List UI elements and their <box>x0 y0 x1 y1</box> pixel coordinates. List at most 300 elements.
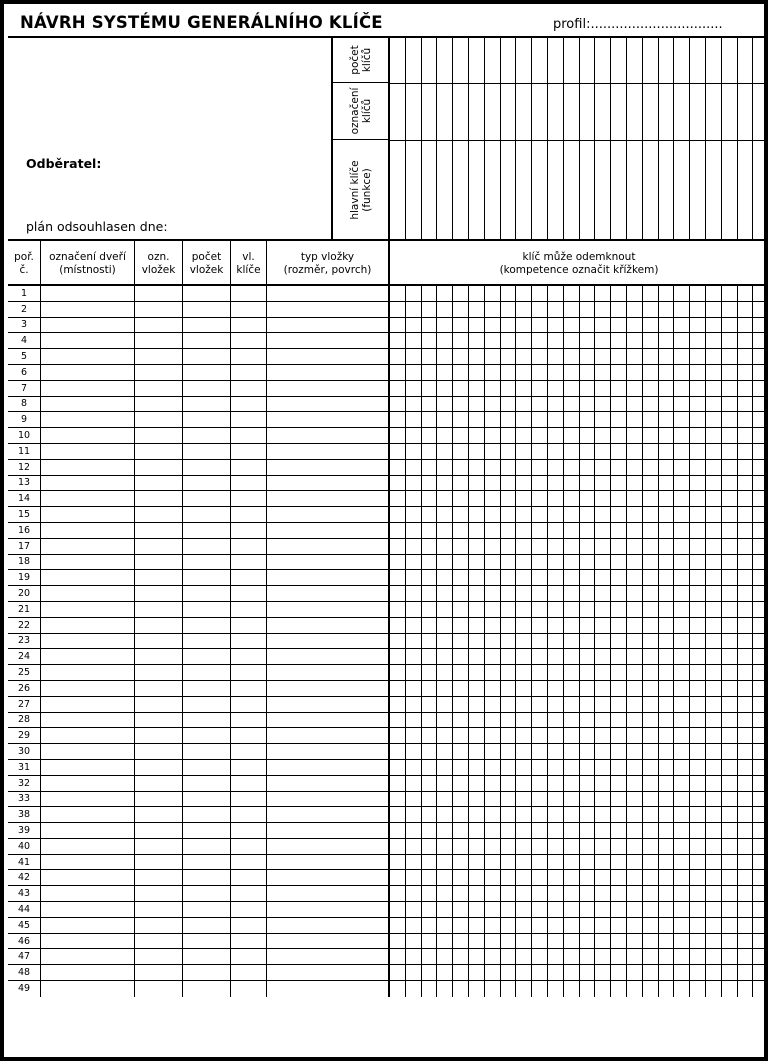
competence-checkbox-cell[interactable] <box>468 523 484 538</box>
competence-checkbox-cell[interactable] <box>421 744 437 759</box>
cell-oznaceni-dveri[interactable] <box>41 981 135 997</box>
competence-checkbox-cell[interactable] <box>484 555 500 570</box>
competence-checkbox-cell[interactable] <box>642 397 658 412</box>
cell-ozn-vlozek[interactable] <box>135 555 183 570</box>
competence-checkbox-cell[interactable] <box>626 807 642 822</box>
competence-checkbox-cell[interactable] <box>626 618 642 633</box>
competence-checkbox-cell[interactable] <box>390 365 405 380</box>
competence-checkbox-cell[interactable] <box>626 586 642 601</box>
competence-checkbox-cell[interactable] <box>484 760 500 775</box>
competence-checkbox-cell[interactable] <box>610 965 626 980</box>
competence-checkbox-cell[interactable] <box>468 365 484 380</box>
competence-checkbox-cell[interactable] <box>484 949 500 964</box>
competence-checkbox-cell[interactable] <box>737 728 753 743</box>
competence-checkbox-cell[interactable] <box>452 555 468 570</box>
key-column-header[interactable] <box>721 38 737 239</box>
cell-typ-vlozky[interactable] <box>267 444 390 459</box>
competence-checkbox-cell[interactable] <box>421 807 437 822</box>
competence-checkbox-cell[interactable] <box>658 491 674 506</box>
competence-checkbox-cell[interactable] <box>737 381 753 396</box>
competence-checkbox-cell[interactable] <box>468 602 484 617</box>
competence-checkbox-cell[interactable] <box>642 570 658 585</box>
competence-checkbox-cell[interactable] <box>515 649 531 664</box>
competence-checkbox-cell[interactable] <box>515 412 531 427</box>
competence-checkbox-cell[interactable] <box>547 760 563 775</box>
competence-checkbox-cell[interactable] <box>500 444 516 459</box>
competence-checkbox-cell[interactable] <box>721 460 737 475</box>
competence-checkbox-cell[interactable] <box>594 981 610 997</box>
competence-checkbox-cell[interactable] <box>626 744 642 759</box>
competence-checkbox-cell[interactable] <box>452 681 468 696</box>
competence-checkbox-cell[interactable] <box>579 728 595 743</box>
competence-checkbox-cell[interactable] <box>752 555 768 570</box>
cell-pocet-vlozek[interactable] <box>183 586 231 601</box>
competence-checkbox-cell[interactable] <box>531 665 547 680</box>
competence-checkbox-cell[interactable] <box>610 649 626 664</box>
competence-checkbox-cell[interactable] <box>515 555 531 570</box>
competence-checkbox-cell[interactable] <box>405 570 421 585</box>
competence-checkbox-cell[interactable] <box>673 634 689 649</box>
cell-ozn-vlozek[interactable] <box>135 760 183 775</box>
competence-checkbox-cell[interactable] <box>737 981 753 997</box>
competence-checkbox-cell[interactable] <box>737 412 753 427</box>
competence-checkbox-cell[interactable] <box>436 539 452 554</box>
competence-checkbox-cell[interactable] <box>563 649 579 664</box>
competence-checkbox-cell[interactable] <box>579 286 595 301</box>
competence-checkbox-cell[interactable] <box>579 444 595 459</box>
competence-checkbox-cell[interactable] <box>515 286 531 301</box>
cell-ozn-vlozek[interactable] <box>135 618 183 633</box>
competence-checkbox-cell[interactable] <box>547 792 563 807</box>
competence-checkbox-cell[interactable] <box>689 665 705 680</box>
competence-checkbox-cell[interactable] <box>752 570 768 585</box>
competence-checkbox-cell[interactable] <box>737 870 753 885</box>
competence-checkbox-cell[interactable] <box>531 965 547 980</box>
cell-pocet-vlozek[interactable] <box>183 665 231 680</box>
competence-checkbox-cell[interactable] <box>705 823 721 838</box>
competence-checkbox-cell[interactable] <box>436 634 452 649</box>
competence-checkbox-cell[interactable] <box>579 823 595 838</box>
cell-typ-vlozky[interactable] <box>267 349 390 364</box>
competence-checkbox-cell[interactable] <box>563 302 579 317</box>
competence-checkbox-cell[interactable] <box>405 523 421 538</box>
competence-checkbox-cell[interactable] <box>547 713 563 728</box>
competence-checkbox-cell[interactable] <box>737 697 753 712</box>
competence-checkbox-cell[interactable] <box>610 523 626 538</box>
competence-checkbox-cell[interactable] <box>515 397 531 412</box>
cell-typ-vlozky[interactable] <box>267 555 390 570</box>
competence-checkbox-cell[interactable] <box>547 318 563 333</box>
competence-checkbox-cell[interactable] <box>390 839 405 854</box>
cell-ozn-vlozek[interactable] <box>135 349 183 364</box>
competence-checkbox-cell[interactable] <box>689 618 705 633</box>
competence-checkbox-cell[interactable] <box>721 918 737 933</box>
competence-checkbox-cell[interactable] <box>705 412 721 427</box>
cell-typ-vlozky[interactable] <box>267 918 390 933</box>
competence-checkbox-cell[interactable] <box>673 681 689 696</box>
competence-checkbox-cell[interactable] <box>531 902 547 917</box>
competence-checkbox-cell[interactable] <box>721 491 737 506</box>
competence-checkbox-cell[interactable] <box>405 886 421 901</box>
competence-checkbox-cell[interactable] <box>721 886 737 901</box>
competence-checkbox-cell[interactable] <box>421 586 437 601</box>
competence-checkbox-cell[interactable] <box>658 870 674 885</box>
cell-oznaceni-dveri[interactable] <box>41 792 135 807</box>
competence-checkbox-cell[interactable] <box>705 507 721 522</box>
competence-checkbox-cell[interactable] <box>594 870 610 885</box>
cell-oznaceni-dveri[interactable] <box>41 539 135 554</box>
competence-checkbox-cell[interactable] <box>642 286 658 301</box>
competence-checkbox-cell[interactable] <box>405 823 421 838</box>
competence-checkbox-cell[interactable] <box>737 333 753 348</box>
competence-checkbox-cell[interactable] <box>405 476 421 491</box>
competence-checkbox-cell[interactable] <box>531 792 547 807</box>
competence-checkbox-cell[interactable] <box>658 555 674 570</box>
competence-checkbox-cell[interactable] <box>705 523 721 538</box>
competence-checkbox-cell[interactable] <box>421 476 437 491</box>
cell-ozn-vlozek[interactable] <box>135 523 183 538</box>
competence-checkbox-cell[interactable] <box>547 333 563 348</box>
competence-checkbox-cell[interactable] <box>594 381 610 396</box>
competence-checkbox-cell[interactable] <box>563 760 579 775</box>
competence-checkbox-cell[interactable] <box>547 902 563 917</box>
competence-checkbox-cell[interactable] <box>468 965 484 980</box>
competence-checkbox-cell[interactable] <box>452 602 468 617</box>
competence-checkbox-cell[interactable] <box>721 318 737 333</box>
competence-checkbox-cell[interactable] <box>484 902 500 917</box>
competence-checkbox-cell[interactable] <box>658 681 674 696</box>
cell-typ-vlozky[interactable] <box>267 934 390 949</box>
competence-checkbox-cell[interactable] <box>515 744 531 759</box>
competence-checkbox-cell[interactable] <box>390 286 405 301</box>
competence-checkbox-cell[interactable] <box>405 634 421 649</box>
cell-oznaceni-dveri[interactable] <box>41 586 135 601</box>
cell-vl-klice[interactable] <box>231 934 267 949</box>
competence-checkbox-cell[interactable] <box>452 333 468 348</box>
competence-checkbox-cell[interactable] <box>610 918 626 933</box>
competence-checkbox-cell[interactable] <box>563 381 579 396</box>
competence-checkbox-cell[interactable] <box>547 476 563 491</box>
competence-checkbox-cell[interactable] <box>390 586 405 601</box>
cell-typ-vlozky[interactable] <box>267 823 390 838</box>
competence-checkbox-cell[interactable] <box>642 555 658 570</box>
competence-checkbox-cell[interactable] <box>421 902 437 917</box>
competence-checkbox-cell[interactable] <box>390 539 405 554</box>
competence-checkbox-cell[interactable] <box>436 381 452 396</box>
competence-checkbox-cell[interactable] <box>531 760 547 775</box>
competence-checkbox-cell[interactable] <box>436 523 452 538</box>
competence-checkbox-cell[interactable] <box>579 333 595 348</box>
competence-checkbox-cell[interactable] <box>673 523 689 538</box>
competence-checkbox-cell[interactable] <box>405 792 421 807</box>
competence-checkbox-cell[interactable] <box>689 586 705 601</box>
competence-checkbox-cell[interactable] <box>705 649 721 664</box>
competence-checkbox-cell[interactable] <box>610 397 626 412</box>
competence-checkbox-cell[interactable] <box>579 476 595 491</box>
competence-checkbox-cell[interactable] <box>515 460 531 475</box>
competence-checkbox-cell[interactable] <box>468 649 484 664</box>
competence-checkbox-cell[interactable] <box>547 602 563 617</box>
competence-checkbox-cell[interactable] <box>421 792 437 807</box>
competence-checkbox-cell[interactable] <box>658 333 674 348</box>
key-column-header[interactable] <box>737 38 753 239</box>
competence-checkbox-cell[interactable] <box>515 697 531 712</box>
competence-checkbox-cell[interactable] <box>452 570 468 585</box>
competence-checkbox-cell[interactable] <box>436 965 452 980</box>
competence-checkbox-cell[interactable] <box>594 792 610 807</box>
competence-checkbox-cell[interactable] <box>658 776 674 791</box>
cell-typ-vlozky[interactable] <box>267 634 390 649</box>
competence-checkbox-cell[interactable] <box>752 949 768 964</box>
competence-checkbox-cell[interactable] <box>563 476 579 491</box>
competence-checkbox-cell[interactable] <box>737 428 753 443</box>
competence-checkbox-cell[interactable] <box>468 349 484 364</box>
competence-checkbox-cell[interactable] <box>752 302 768 317</box>
competence-checkbox-cell[interactable] <box>390 760 405 775</box>
competence-checkbox-cell[interactable] <box>563 460 579 475</box>
competence-checkbox-cell[interactable] <box>547 444 563 459</box>
competence-checkbox-cell[interactable] <box>610 618 626 633</box>
competence-checkbox-cell[interactable] <box>547 744 563 759</box>
competence-checkbox-cell[interactable] <box>626 665 642 680</box>
competence-checkbox-cell[interactable] <box>484 823 500 838</box>
competence-checkbox-cell[interactable] <box>515 523 531 538</box>
competence-checkbox-cell[interactable] <box>421 634 437 649</box>
competence-checkbox-cell[interactable] <box>579 886 595 901</box>
competence-checkbox-cell[interactable] <box>531 697 547 712</box>
competence-checkbox-cell[interactable] <box>500 760 516 775</box>
competence-checkbox-cell[interactable] <box>436 839 452 854</box>
competence-checkbox-cell[interactable] <box>500 349 516 364</box>
cell-vl-klice[interactable] <box>231 981 267 997</box>
competence-checkbox-cell[interactable] <box>594 744 610 759</box>
competence-checkbox-cell[interactable] <box>547 286 563 301</box>
competence-checkbox-cell[interactable] <box>594 934 610 949</box>
competence-checkbox-cell[interactable] <box>436 649 452 664</box>
cell-vl-klice[interactable] <box>231 728 267 743</box>
cell-ozn-vlozek[interactable] <box>135 744 183 759</box>
competence-checkbox-cell[interactable] <box>673 618 689 633</box>
competence-checkbox-cell[interactable] <box>626 428 642 443</box>
competence-checkbox-cell[interactable] <box>421 302 437 317</box>
competence-checkbox-cell[interactable] <box>594 855 610 870</box>
cell-typ-vlozky[interactable] <box>267 744 390 759</box>
cell-vl-klice[interactable] <box>231 807 267 822</box>
competence-checkbox-cell[interactable] <box>610 713 626 728</box>
cell-ozn-vlozek[interactable] <box>135 634 183 649</box>
competence-checkbox-cell[interactable] <box>436 444 452 459</box>
competence-checkbox-cell[interactable] <box>752 807 768 822</box>
competence-checkbox-cell[interactable] <box>658 839 674 854</box>
competence-checkbox-cell[interactable] <box>390 981 405 997</box>
key-column-header[interactable] <box>468 38 484 239</box>
competence-checkbox-cell[interactable] <box>610 792 626 807</box>
competence-checkbox-cell[interactable] <box>658 460 674 475</box>
competence-checkbox-cell[interactable] <box>626 886 642 901</box>
cell-ozn-vlozek[interactable] <box>135 981 183 997</box>
competence-checkbox-cell[interactable] <box>721 823 737 838</box>
competence-checkbox-cell[interactable] <box>515 807 531 822</box>
competence-checkbox-cell[interactable] <box>452 476 468 491</box>
competence-checkbox-cell[interactable] <box>737 665 753 680</box>
competence-checkbox-cell[interactable] <box>531 507 547 522</box>
competence-checkbox-cell[interactable] <box>610 476 626 491</box>
cell-vl-klice[interactable] <box>231 397 267 412</box>
competence-checkbox-cell[interactable] <box>531 855 547 870</box>
competence-checkbox-cell[interactable] <box>752 649 768 664</box>
competence-checkbox-cell[interactable] <box>737 823 753 838</box>
competence-checkbox-cell[interactable] <box>547 523 563 538</box>
competence-checkbox-cell[interactable] <box>737 365 753 380</box>
cell-pocet-vlozek[interactable] <box>183 855 231 870</box>
competence-checkbox-cell[interactable] <box>626 760 642 775</box>
competence-checkbox-cell[interactable] <box>468 286 484 301</box>
competence-checkbox-cell[interactable] <box>563 634 579 649</box>
competence-checkbox-cell[interactable] <box>610 855 626 870</box>
competence-checkbox-cell[interactable] <box>658 318 674 333</box>
competence-checkbox-cell[interactable] <box>436 491 452 506</box>
competence-checkbox-cell[interactable] <box>515 444 531 459</box>
cell-oznaceni-dveri[interactable] <box>41 444 135 459</box>
competence-checkbox-cell[interactable] <box>705 728 721 743</box>
competence-checkbox-cell[interactable] <box>531 744 547 759</box>
competence-checkbox-cell[interactable] <box>642 823 658 838</box>
competence-checkbox-cell[interactable] <box>436 333 452 348</box>
competence-checkbox-cell[interactable] <box>452 618 468 633</box>
competence-checkbox-cell[interactable] <box>390 444 405 459</box>
competence-checkbox-cell[interactable] <box>421 365 437 380</box>
competence-checkbox-cell[interactable] <box>531 318 547 333</box>
competence-checkbox-cell[interactable] <box>626 870 642 885</box>
competence-checkbox-cell[interactable] <box>547 428 563 443</box>
competence-checkbox-cell[interactable] <box>673 949 689 964</box>
competence-checkbox-cell[interactable] <box>721 507 737 522</box>
competence-checkbox-cell[interactable] <box>390 886 405 901</box>
competence-checkbox-cell[interactable] <box>594 349 610 364</box>
competence-checkbox-cell[interactable] <box>405 744 421 759</box>
competence-checkbox-cell[interactable] <box>484 570 500 585</box>
competence-checkbox-cell[interactable] <box>484 539 500 554</box>
competence-checkbox-cell[interactable] <box>689 949 705 964</box>
key-columns-header-grid[interactable] <box>390 38 768 241</box>
competence-checkbox-cell[interactable] <box>547 823 563 838</box>
competence-checkbox-cell[interactable] <box>594 713 610 728</box>
competence-checkbox-cell[interactable] <box>673 823 689 838</box>
competence-checkbox-cell[interactable] <box>658 902 674 917</box>
competence-checkbox-cell[interactable] <box>436 586 452 601</box>
cell-vl-klice[interactable] <box>231 349 267 364</box>
competence-checkbox-cell[interactable] <box>594 333 610 348</box>
cell-typ-vlozky[interactable] <box>267 539 390 554</box>
competence-checkbox-cell[interactable] <box>752 618 768 633</box>
cell-oznaceni-dveri[interactable] <box>41 713 135 728</box>
competence-checkbox-cell[interactable] <box>531 412 547 427</box>
competence-checkbox-cell[interactable] <box>531 428 547 443</box>
competence-checkbox-cell[interactable] <box>579 539 595 554</box>
competence-checkbox-cell[interactable] <box>452 649 468 664</box>
competence-checkbox-cell[interactable] <box>515 918 531 933</box>
competence-checkbox-cell[interactable] <box>626 476 642 491</box>
competence-checkbox-cell[interactable] <box>737 302 753 317</box>
key-column-header[interactable] <box>563 38 579 239</box>
competence-checkbox-cell[interactable] <box>515 681 531 696</box>
competence-checkbox-cell[interactable] <box>642 412 658 427</box>
competence-checkbox-cell[interactable] <box>484 507 500 522</box>
competence-checkbox-cell[interactable] <box>642 523 658 538</box>
competence-checkbox-cell[interactable] <box>579 460 595 475</box>
cell-oznaceni-dveri[interactable] <box>41 476 135 491</box>
competence-checkbox-cell[interactable] <box>689 744 705 759</box>
competence-checkbox-cell[interactable] <box>658 728 674 743</box>
competence-checkbox-cell[interactable] <box>658 792 674 807</box>
competence-checkbox-cell[interactable] <box>531 286 547 301</box>
competence-checkbox-cell[interactable] <box>500 855 516 870</box>
competence-checkbox-cell[interactable] <box>563 570 579 585</box>
competence-checkbox-cell[interactable] <box>721 870 737 885</box>
competence-checkbox-cell[interactable] <box>689 760 705 775</box>
competence-checkbox-cell[interactable] <box>421 491 437 506</box>
competence-checkbox-cell[interactable] <box>721 476 737 491</box>
competence-checkbox-cell[interactable] <box>547 460 563 475</box>
competence-checkbox-cell[interactable] <box>484 981 500 997</box>
competence-checkbox-cell[interactable] <box>610 349 626 364</box>
competence-checkbox-cell[interactable] <box>405 697 421 712</box>
competence-checkbox-cell[interactable] <box>563 855 579 870</box>
competence-checkbox-cell[interactable] <box>626 649 642 664</box>
competence-checkbox-cell[interactable] <box>531 539 547 554</box>
competence-checkbox-cell[interactable] <box>642 665 658 680</box>
competence-checkbox-cell[interactable] <box>737 681 753 696</box>
competence-checkbox-cell[interactable] <box>405 760 421 775</box>
competence-checkbox-cell[interactable] <box>436 744 452 759</box>
cell-vl-klice[interactable] <box>231 902 267 917</box>
cell-ozn-vlozek[interactable] <box>135 491 183 506</box>
competence-checkbox-cell[interactable] <box>515 855 531 870</box>
competence-checkbox-cell[interactable] <box>484 886 500 901</box>
competence-checkbox-cell[interactable] <box>626 491 642 506</box>
competence-checkbox-cell[interactable] <box>452 318 468 333</box>
competence-checkbox-cell[interactable] <box>658 760 674 775</box>
competence-checkbox-cell[interactable] <box>405 949 421 964</box>
competence-checkbox-cell[interactable] <box>721 539 737 554</box>
competence-checkbox-cell[interactable] <box>547 397 563 412</box>
competence-checkbox-cell[interactable] <box>468 870 484 885</box>
competence-checkbox-cell[interactable] <box>547 491 563 506</box>
cell-vl-klice[interactable] <box>231 412 267 427</box>
competence-checkbox-cell[interactable] <box>452 855 468 870</box>
cell-oznaceni-dveri[interactable] <box>41 760 135 775</box>
cell-typ-vlozky[interactable] <box>267 965 390 980</box>
competence-checkbox-cell[interactable] <box>547 412 563 427</box>
cell-oznaceni-dveri[interactable] <box>41 665 135 680</box>
competence-checkbox-cell[interactable] <box>421 618 437 633</box>
cell-oznaceni-dveri[interactable] <box>41 397 135 412</box>
cell-oznaceni-dveri[interactable] <box>41 318 135 333</box>
cell-pocet-vlozek[interactable] <box>183 570 231 585</box>
competence-checkbox-cell[interactable] <box>594 807 610 822</box>
competence-checkbox-cell[interactable] <box>405 855 421 870</box>
competence-checkbox-cell[interactable] <box>436 902 452 917</box>
competence-checkbox-cell[interactable] <box>515 902 531 917</box>
competence-checkbox-cell[interactable] <box>405 965 421 980</box>
cell-ozn-vlozek[interactable] <box>135 412 183 427</box>
competence-checkbox-cell[interactable] <box>421 286 437 301</box>
key-column-header[interactable] <box>500 38 516 239</box>
competence-checkbox-cell[interactable] <box>531 381 547 396</box>
competence-checkbox-cell[interactable] <box>452 981 468 997</box>
competence-checkbox-cell[interactable] <box>594 286 610 301</box>
competence-checkbox-cell[interactable] <box>626 728 642 743</box>
